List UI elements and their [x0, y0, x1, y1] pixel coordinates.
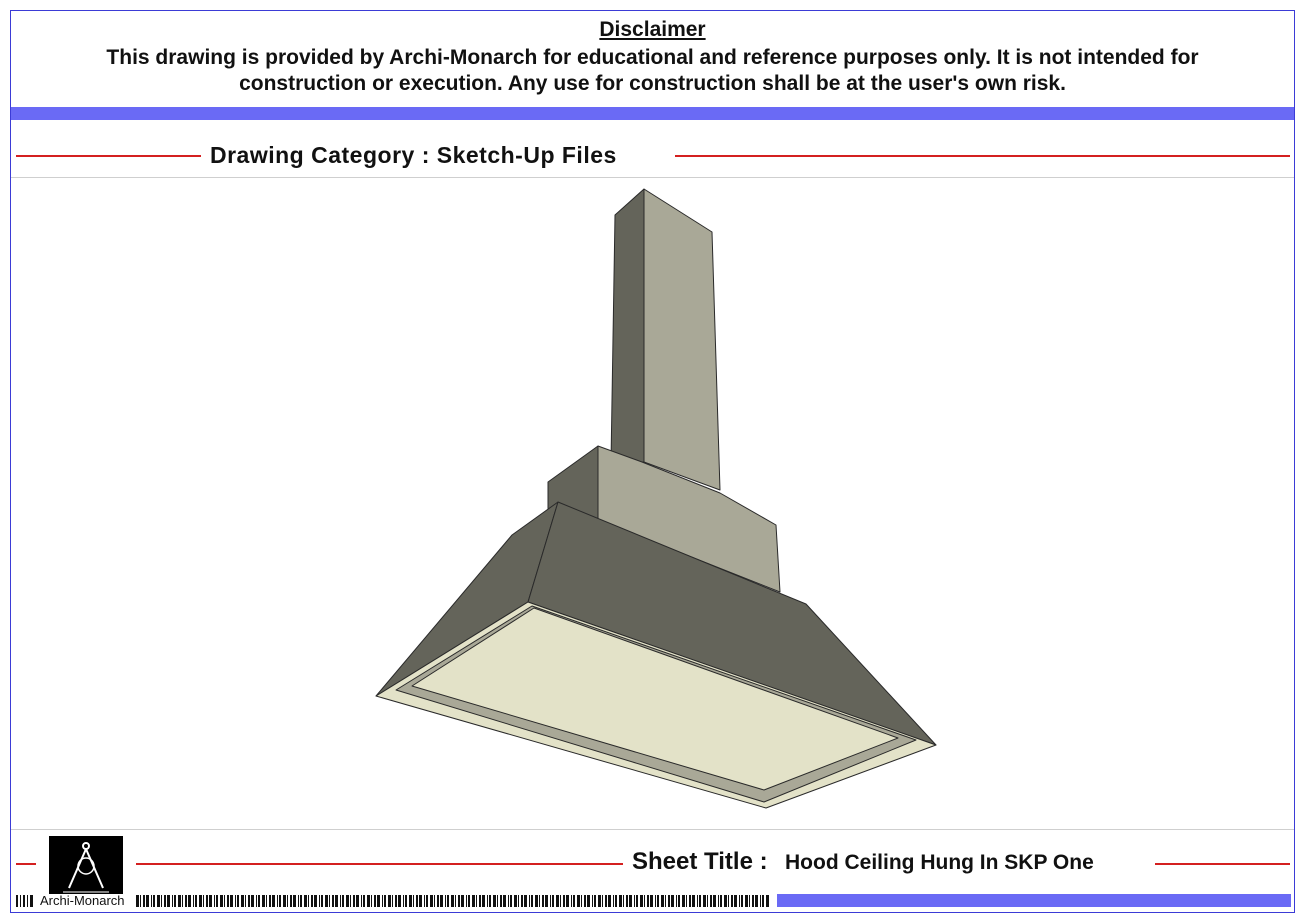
chimney-side-face [611, 189, 644, 462]
drawing-area-bottom-divider [11, 829, 1294, 830]
footer-rule-left [16, 863, 36, 865]
hood-drawing [11, 178, 1294, 828]
disclaimer-text [40, 45, 1265, 97]
compass-icon [49, 836, 123, 894]
chimney-front-face [644, 189, 720, 490]
category-rule-right [675, 155, 1290, 157]
footer-rule-right [1155, 863, 1290, 865]
footer-blue-band [777, 894, 1291, 907]
header-blue-band [11, 107, 1294, 120]
sheet-title-label: Sheet Title : [632, 848, 768, 875]
disclaimer-line-1: This drawing is provided by Archi-Monarch for educational and reference purposes only. It is not intended for [106, 46, 1199, 69]
barcode-strip [136, 895, 772, 907]
category-rule-left [16, 155, 201, 157]
barcode-left [16, 895, 36, 907]
footer-rule-middle [136, 863, 623, 865]
drawing-category: Drawing Category : Sketch-Up Files [210, 142, 617, 168]
disclaimer-line-2: construction or execution. Any use for construction shall be at the user's own risk. [239, 72, 1066, 95]
archi-monarch-logo [49, 836, 123, 894]
disclaimer-title: Disclaimer [599, 18, 706, 41]
logo-wordmark: Archi-Monarch [40, 893, 125, 908]
sheet-title-value: Hood Ceiling Hung In SKP One [785, 851, 1094, 874]
